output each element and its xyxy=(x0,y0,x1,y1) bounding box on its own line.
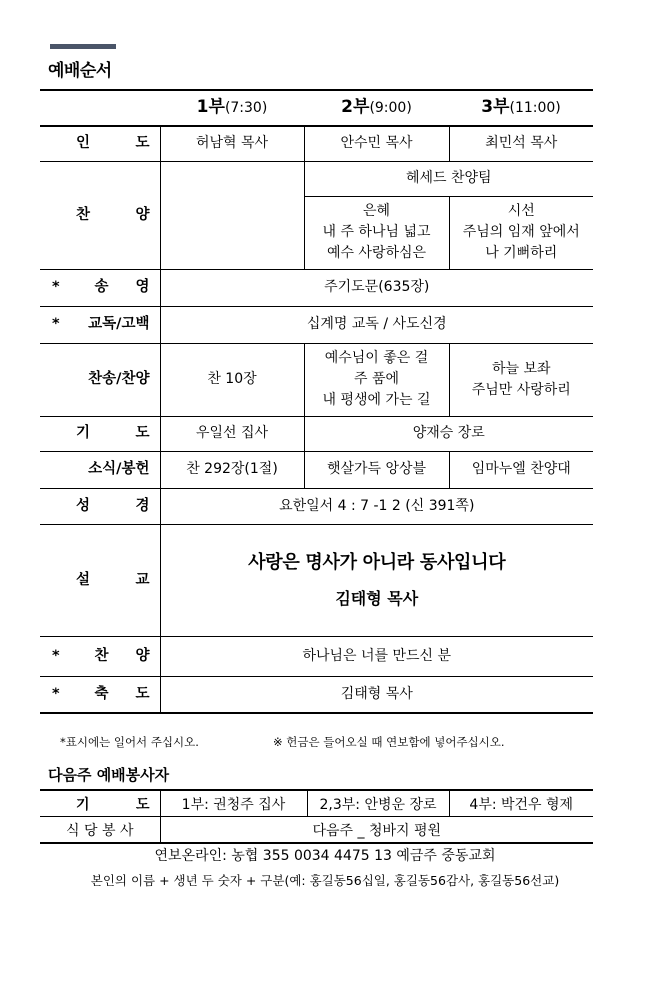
closing-hymn-row xyxy=(40,636,593,676)
benediction-row xyxy=(40,676,593,713)
confession-row xyxy=(40,306,593,343)
choir-team: 헤세드 찬양팀 xyxy=(304,161,593,196)
next-week-title: 다음주 예배봉사자 xyxy=(48,766,170,784)
sermon-cell xyxy=(160,524,593,636)
confession-value: 십계명 교독 / 사도신경 xyxy=(160,306,593,343)
kitchen-label: 식 당 봉 사 xyxy=(40,817,160,844)
hymn-p2-songs: 예수님이 좋은 걸 주 품에 내 평생에 가는 길 xyxy=(304,343,449,416)
sermon-label: 설 교 xyxy=(76,571,150,588)
next-prayer-3: 4부: 박건우 형제 xyxy=(449,790,593,817)
invocation-p3: 최민석 목사 xyxy=(449,126,593,161)
next-prayer-2: 2,3부: 안병운 장로 xyxy=(307,790,449,817)
kitchen-value: 다음주 _ 청바지 평원 xyxy=(160,817,593,844)
offering-box-note: ※ 헌금은 들어오실 때 연보함에 넣어주십시오. xyxy=(273,735,505,749)
choir-p1-empty xyxy=(160,161,304,269)
part-header-row xyxy=(40,90,593,126)
invocation-label: 인 도 xyxy=(76,135,150,152)
header-blank xyxy=(40,90,160,126)
invocation-row xyxy=(40,126,593,161)
online-offering-account: 연보온라인: 농협 355 0034 4475 13 예금주 중동교회 xyxy=(154,848,496,864)
part-1-header: 1부(7:30) xyxy=(160,90,304,126)
part-2-header: 2부(9:00) xyxy=(304,90,449,126)
news-p3: 임마누엘 찬양대 xyxy=(449,451,593,488)
next-prayer-label: 기 도 xyxy=(76,796,150,813)
scripture-value: 요한일서 4 : 7 -1 2 (신 391쪽) xyxy=(160,488,593,524)
hymn-p3-songs: 하늘 보좌 주님만 사랑하리 xyxy=(449,343,593,416)
sermon-row xyxy=(40,524,593,636)
standing-note: *표시에는 일어서 주십시오. xyxy=(60,735,199,749)
news-row xyxy=(40,451,593,488)
next-prayer-1: 1부: 권청주 집사 xyxy=(160,790,307,817)
hymn-p1: 찬 10장 xyxy=(160,343,304,416)
closing-hymn-label: * 찬 양 xyxy=(52,647,150,664)
sermon-title: 사랑은 명사가 아니라 동사입니다 xyxy=(248,552,506,573)
benediction-label: * 축 도 xyxy=(52,685,150,702)
news-label: 소식/봉헌 xyxy=(88,461,150,477)
worship-order-table xyxy=(40,89,593,714)
sermon-preacher: 김태형 목사 xyxy=(335,589,419,608)
praise-row xyxy=(40,269,593,306)
part-3-header: 3부(11:00) xyxy=(449,90,593,126)
section-title: 예배순서 xyxy=(48,61,112,81)
invocation-p1: 허남혁 목사 xyxy=(160,126,304,161)
title-accent-bar xyxy=(50,44,116,49)
closing-hymn-value: 하나님은 너를 만드신 분 xyxy=(160,636,593,676)
prayer-label: 기 도 xyxy=(76,425,150,441)
next-week-servers-table xyxy=(40,789,593,844)
hymn-label: 찬송/찬양 xyxy=(88,371,150,387)
scripture-row xyxy=(40,488,593,524)
prayer-row xyxy=(40,416,593,451)
next-prayer-row xyxy=(40,790,593,817)
news-p1: 찬 292장(1절) xyxy=(160,451,304,488)
hymn-row xyxy=(40,343,593,416)
kitchen-row xyxy=(40,817,593,844)
choir-p3-songs: 시선 주님의 임재 앞에서 나 기뻐하리 xyxy=(449,196,593,269)
choir-p2-songs: 은혜 내 주 하나님 넓고 예수 사랑하심은 xyxy=(304,196,449,269)
choir-row xyxy=(40,161,593,196)
scripture-label: 성 경 xyxy=(76,497,150,514)
choir-label: 찬 양 xyxy=(76,206,150,223)
prayer-p23: 양재승 장로 xyxy=(304,416,593,451)
prayer-p1: 우일선 집사 xyxy=(160,416,304,451)
benediction-value: 김태형 목사 xyxy=(160,676,593,713)
invocation-p2: 안수민 목사 xyxy=(304,126,449,161)
news-p2: 햇살가득 앙상블 xyxy=(304,451,449,488)
praise-label: * 송 영 xyxy=(52,279,150,295)
online-offering-note: 본인의 이름 + 생년 두 숫자 + 구분(예: 홍길동56십일, 홍길동56감사, 홍길동56선교) xyxy=(90,873,560,888)
praise-value: 주기도문(635장) xyxy=(160,269,593,306)
confession-label: * 교독/고백 xyxy=(52,316,150,332)
